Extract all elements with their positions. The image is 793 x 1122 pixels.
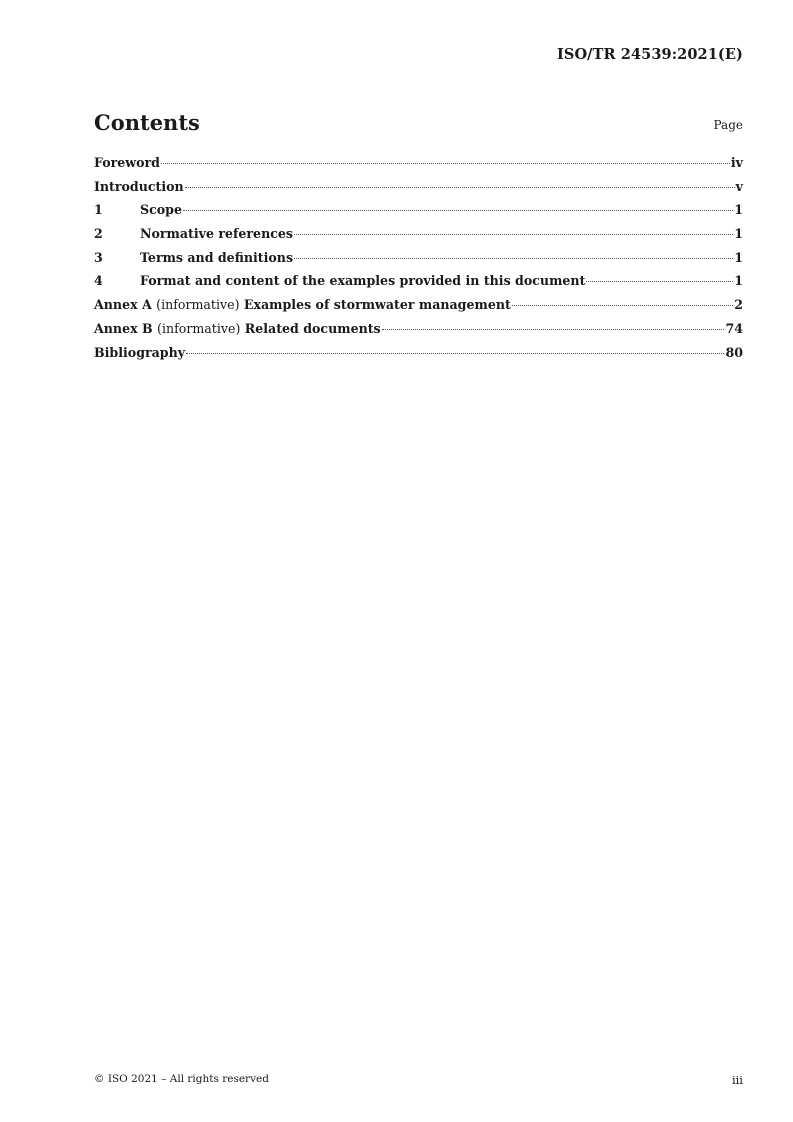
dot-leader xyxy=(183,210,733,211)
annex-type: (informative) xyxy=(156,297,240,313)
dot-leader xyxy=(185,187,735,188)
toc-entry-foreword[interactable] xyxy=(94,155,743,179)
page-column-label: Page xyxy=(713,118,743,132)
dot-leader xyxy=(161,163,730,164)
toc-entry-title: Introduction xyxy=(94,178,184,194)
toc-entry-title xyxy=(94,321,381,336)
toc-entry-title: Normative references xyxy=(140,226,294,242)
toc-entry-number: 3 xyxy=(94,249,103,265)
toc-entry-title: Foreword xyxy=(94,155,160,170)
toc-entry-page: v xyxy=(735,178,743,194)
toc-entry-page: 80 xyxy=(725,344,743,360)
dot-leader xyxy=(512,305,733,306)
toc-entry-page: 2 xyxy=(734,297,743,313)
dot-leader xyxy=(586,281,733,282)
dot-leader xyxy=(186,353,724,354)
toc-entry-scope[interactable] xyxy=(94,202,743,226)
document-identifier: ISO/TR 24539:2021(E) xyxy=(557,46,743,63)
toc-entry-introduction[interactable] xyxy=(94,179,743,203)
toc-entry-title: Bibliography xyxy=(94,344,186,360)
toc-entry-title: Terms and definitions xyxy=(140,249,294,265)
toc-entry-title: Format and content of the examples provided in this document xyxy=(140,273,586,289)
page-number: iii xyxy=(731,1073,743,1087)
annex-label: Annex B xyxy=(94,320,153,336)
table-of-contents xyxy=(94,155,743,368)
toc-entry-normative-references[interactable] xyxy=(94,226,743,250)
copyright-notice: © ISO 2021 – All rights reserved xyxy=(94,1073,269,1085)
toc-entry-title xyxy=(94,297,511,312)
toc-entry-title: Scope xyxy=(140,202,182,218)
toc-entry-annex-b[interactable] xyxy=(94,321,743,345)
annex-title: Related documents xyxy=(244,320,381,336)
toc-entry-number: 1 xyxy=(94,202,103,218)
toc-entry-page: 1 xyxy=(734,202,743,218)
toc-entry-number: 2 xyxy=(94,226,103,242)
toc-entry-number: 4 xyxy=(94,273,103,289)
toc-entry-page: 74 xyxy=(725,320,743,336)
toc-entry-format-and-content[interactable] xyxy=(94,273,743,297)
toc-entry-terms-and-definitions[interactable] xyxy=(94,250,743,274)
dot-leader xyxy=(294,234,733,235)
toc-entry-page: 1 xyxy=(734,226,743,242)
contents-heading: Contents xyxy=(94,110,200,135)
toc-entry-page: iv xyxy=(730,155,743,170)
toc-entry-annex-a[interactable] xyxy=(94,297,743,321)
toc-entry-bibliography[interactable] xyxy=(94,345,743,369)
toc-entry-page: 1 xyxy=(734,249,743,265)
dot-leader xyxy=(382,329,725,330)
toc-entry-page: 1 xyxy=(734,273,743,289)
annex-title: Examples of stormwater management xyxy=(243,297,511,313)
annex-type: (informative) xyxy=(157,320,241,336)
dot-leader xyxy=(294,258,733,259)
annex-label: Annex A xyxy=(94,297,152,313)
